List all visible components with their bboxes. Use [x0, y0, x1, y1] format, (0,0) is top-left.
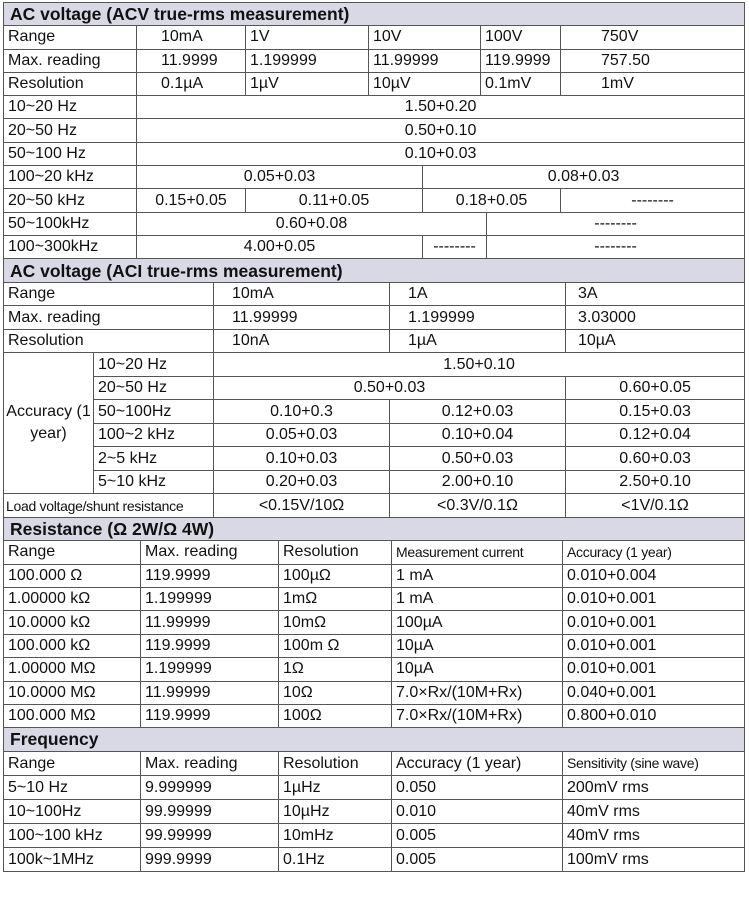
cell: 0.12+0.04	[566, 423, 745, 447]
cell: 10V	[369, 26, 481, 49]
cell: 0.15+0.03	[566, 400, 745, 424]
cell: 7.0×Rx/(10M+Rx)	[392, 704, 563, 727]
table-row	[4, 423, 745, 447]
cell: 0.1mV	[481, 72, 561, 95]
cell: 1 mA	[392, 564, 563, 587]
cell: 1µHz	[279, 776, 392, 800]
cell: --------	[487, 212, 745, 235]
cell: 10µA	[566, 329, 745, 353]
column-header: Resolution	[279, 541, 392, 564]
cell: 0.010+0.001	[563, 634, 745, 657]
column-header: Range	[4, 541, 141, 564]
table-row	[4, 800, 745, 824]
cell: 100.000 Ω	[4, 564, 141, 587]
cell: 40mV rms	[563, 824, 745, 848]
freq-label: 2~5 kHz	[94, 447, 214, 471]
cell: 100µA	[392, 611, 563, 634]
freq-label: 10~20 Hz	[94, 353, 214, 377]
table-row	[4, 189, 745, 212]
cell: 0.005	[392, 824, 563, 848]
row-label: Resolution	[4, 329, 214, 353]
table-row	[4, 235, 745, 258]
cell: 10mHz	[279, 824, 392, 848]
table-header-row	[4, 541, 745, 564]
cell: 0.1Hz	[279, 848, 392, 872]
cell: 0.10+0.04	[390, 423, 566, 447]
table-row	[4, 306, 745, 330]
cell: 0.05+0.03	[214, 423, 390, 447]
cell: 1.199999	[246, 49, 369, 72]
cell: 0.18+0.05	[423, 189, 561, 212]
freq-label: 50~100Hz	[94, 400, 214, 424]
cell: 1.00000 kΩ	[4, 587, 141, 610]
freq-label: 50~100 Hz	[4, 142, 137, 165]
table-row	[4, 681, 745, 704]
table-row	[4, 329, 745, 353]
cell: <1V/0.1Ω	[566, 494, 745, 518]
load-label: Load voltage/shunt resistance	[4, 494, 214, 518]
cell: 0.60+0.03	[566, 447, 745, 471]
cell: 0.08+0.03	[423, 166, 745, 189]
cell: 0.010+0.001	[563, 658, 745, 681]
table-row	[4, 470, 745, 494]
table-row	[4, 848, 745, 872]
freq-label: 50~100kHz	[4, 212, 137, 235]
cell: 3A	[566, 282, 745, 306]
column-header: Measurement current	[392, 541, 563, 564]
cell: 10~100Hz	[4, 800, 141, 824]
cell: 11.99999	[141, 611, 279, 634]
cell: 11.9999	[137, 49, 246, 72]
cell: 0.10+0.3	[214, 400, 390, 424]
cell: 0.50+0.03	[214, 376, 566, 400]
table-row	[4, 376, 745, 400]
cell: 3.03000	[566, 306, 745, 330]
cell: --------	[561, 189, 745, 212]
cell: 750V	[561, 26, 745, 49]
cell: 5~10 Hz	[4, 776, 141, 800]
table-row	[4, 400, 745, 424]
cell: 1A	[390, 282, 566, 306]
table-row	[4, 142, 745, 165]
cell: 0.05+0.03	[137, 166, 423, 189]
table-row	[4, 564, 745, 587]
cell: 100.000 MΩ	[4, 704, 141, 727]
freq-label: 20~50 Hz	[4, 119, 137, 142]
column-header: Accuracy (1 year)	[563, 541, 745, 564]
cell: 0.20+0.03	[214, 470, 390, 494]
cell: 119.9999	[141, 564, 279, 587]
cell: 100V	[481, 26, 561, 49]
table-row	[4, 658, 745, 681]
aci-title: AC voltage (ACI true-rms measurement)	[4, 259, 745, 283]
column-header: Accuracy (1 year)	[392, 752, 563, 776]
cell: 100k~1MHz	[4, 848, 141, 872]
cell: 10.0000 kΩ	[4, 611, 141, 634]
cell: 119.9999	[141, 704, 279, 727]
freq-label: 20~50 Hz	[94, 376, 214, 400]
table-row	[4, 824, 745, 848]
resistance-title: Resistance (Ω 2W/Ω 4W)	[4, 517, 745, 540]
table-row	[4, 704, 745, 727]
cell: 0.010+0.001	[563, 611, 745, 634]
accuracy-label: Accuracy (1 year)	[4, 353, 94, 494]
freq-label: 10~20 Hz	[4, 96, 137, 119]
frequency-title: Frequency	[4, 728, 745, 752]
column-header: Max. reading	[141, 752, 279, 776]
cell: <0.3V/0.1Ω	[390, 494, 566, 518]
table-row	[4, 119, 745, 142]
freq-label: 100~300kHz	[4, 235, 137, 258]
table-row	[4, 447, 745, 471]
cell: 757.50	[561, 49, 745, 72]
cell: 0.005	[392, 848, 563, 872]
table-row	[4, 72, 745, 95]
cell: 4.00+0.05	[137, 235, 423, 258]
row-label: Resolution	[4, 72, 137, 95]
freq-label: 100~20 kHz	[4, 166, 137, 189]
cell: 10nA	[214, 329, 390, 353]
column-header: Range	[4, 752, 141, 776]
table-row	[4, 166, 745, 189]
row-label: Range	[4, 26, 137, 49]
cell: 1mV	[561, 72, 745, 95]
cell: 1.50+0.10	[214, 353, 745, 377]
cell: 0.50+0.10	[137, 119, 745, 142]
table-row	[4, 212, 745, 235]
table-row	[4, 26, 745, 49]
cell: 1.199999	[390, 306, 566, 330]
frequency-table	[3, 727, 745, 872]
spec-sheet	[3, 2, 744, 872]
cell: 100~100 kHz	[4, 824, 141, 848]
cell: 100m Ω	[279, 634, 392, 657]
cell: 11.99999	[214, 306, 390, 330]
cell: 1V	[246, 26, 369, 49]
cell: 99.99999	[141, 824, 279, 848]
cell: 0.010+0.001	[563, 587, 745, 610]
cell: 1.199999	[141, 587, 279, 610]
cell: 10µA	[392, 634, 563, 657]
cell: 9.999999	[141, 776, 279, 800]
table-row	[4, 776, 745, 800]
table-row	[4, 49, 745, 72]
cell: 99.99999	[141, 800, 279, 824]
cell: 0.11+0.05	[246, 189, 423, 212]
cell: 119.9999	[481, 49, 561, 72]
cell: 1µV	[246, 72, 369, 95]
cell: --------	[423, 235, 487, 258]
cell: 100mV rms	[563, 848, 745, 872]
row-label: Max. reading	[4, 306, 214, 330]
freq-label: 20~50 kHz	[4, 189, 137, 212]
acv-table	[3, 2, 745, 259]
acv-title: AC voltage (ACV true-rms measurement)	[4, 3, 745, 26]
cell: 1 mA	[392, 587, 563, 610]
cell: --------	[487, 235, 745, 258]
cell: 0.1µA	[137, 72, 246, 95]
cell: 10Ω	[279, 681, 392, 704]
cell: 0.60+0.05	[566, 376, 745, 400]
cell: 1.199999	[141, 658, 279, 681]
cell: 100Ω	[279, 704, 392, 727]
cell: 1mΩ	[279, 587, 392, 610]
cell: 0.50+0.03	[390, 447, 566, 471]
column-header: Max. reading	[141, 541, 279, 564]
cell: 0.10+0.03	[214, 447, 390, 471]
column-header: Sensitivity (sine wave)	[563, 752, 745, 776]
cell: 2.00+0.10	[390, 470, 566, 494]
cell: 0.050	[392, 776, 563, 800]
cell: 0.12+0.03	[390, 400, 566, 424]
column-header: Resolution	[279, 752, 392, 776]
aci-table	[3, 258, 745, 518]
cell: 10.0000 MΩ	[4, 681, 141, 704]
freq-label: 5~10 kHz	[94, 470, 214, 494]
cell: 11.99999	[369, 49, 481, 72]
row-label: Max. reading	[4, 49, 137, 72]
cell: 40mV rms	[563, 800, 745, 824]
table-row	[4, 96, 745, 119]
table-header-row	[4, 752, 745, 776]
table-row	[4, 611, 745, 634]
cell: 1Ω	[279, 658, 392, 681]
cell: <0.15V/10Ω	[214, 494, 390, 518]
cell: 7.0×Rx/(10M+Rx)	[392, 681, 563, 704]
cell: 0.800+0.010	[563, 704, 745, 727]
cell: 0.15+0.05	[137, 189, 246, 212]
cell: 100.000 kΩ	[4, 634, 141, 657]
cell: 0.010	[392, 800, 563, 824]
cell: 999.9999	[141, 848, 279, 872]
cell: 1.50+0.20	[137, 96, 745, 119]
cell: 0.10+0.03	[137, 142, 745, 165]
cell: 11.99999	[141, 681, 279, 704]
cell: 10mΩ	[279, 611, 392, 634]
cell: 119.9999	[141, 634, 279, 657]
cell: 2.50+0.10	[566, 470, 745, 494]
cell: 10mA	[214, 282, 390, 306]
resistance-table	[3, 517, 745, 729]
table-row	[4, 353, 745, 377]
table-row	[4, 494, 745, 518]
cell: 10mA	[137, 26, 246, 49]
cell: 100µΩ	[279, 564, 392, 587]
table-row	[4, 282, 745, 306]
cell: 10µHz	[279, 800, 392, 824]
cell: 0.040+0.001	[563, 681, 745, 704]
table-row	[4, 634, 745, 657]
cell: 1.00000 MΩ	[4, 658, 141, 681]
freq-label: 100~2 kHz	[94, 423, 214, 447]
cell: 0.010+0.004	[563, 564, 745, 587]
cell: 10µA	[392, 658, 563, 681]
cell: 1µA	[390, 329, 566, 353]
cell: 0.60+0.08	[137, 212, 487, 235]
table-row	[4, 587, 745, 610]
cell: 10µV	[369, 72, 481, 95]
cell: 200mV rms	[563, 776, 745, 800]
row-label: Range	[4, 282, 214, 306]
